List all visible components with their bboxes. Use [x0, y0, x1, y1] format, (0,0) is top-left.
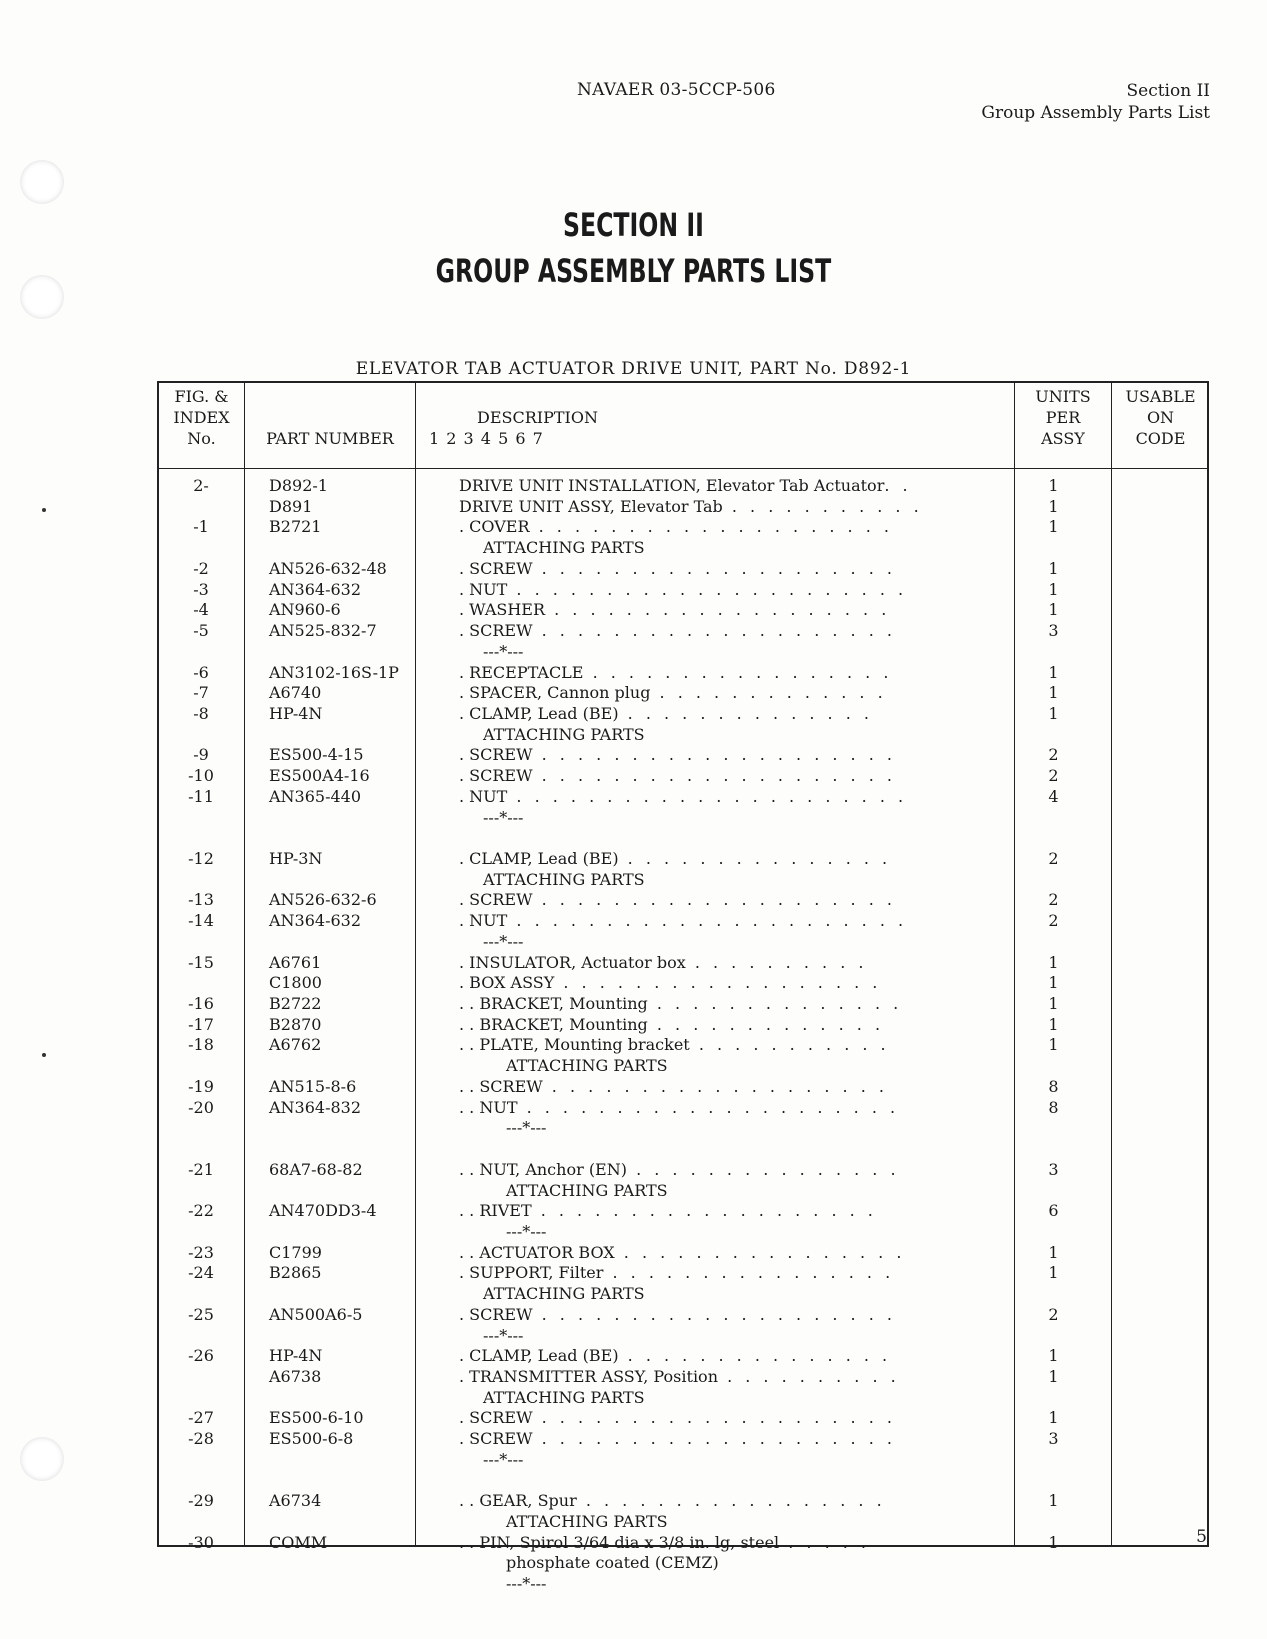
units-per-assy-cell: 2: [1048, 911, 1059, 931]
document-id: NAVAER 03-5CCP-506: [577, 80, 776, 100]
description-text: . SCREW: [459, 766, 533, 786]
description-text: . SCREW: [459, 1408, 533, 1428]
table-row: [159, 1055, 1207, 1076]
units-per-assy-cell: 1: [1048, 476, 1059, 495]
table-row: [159, 496, 1207, 517]
units-per-assy-cell: 1: [1048, 662, 1059, 682]
part-number-cell: D891: [269, 496, 313, 516]
units-per-assy-cell: 2: [1048, 745, 1059, 765]
units-per-assy-cell: 8: [1048, 1097, 1059, 1117]
index-cell: -15: [188, 952, 214, 972]
table-row: [159, 848, 1207, 869]
description-text: DRIVE UNIT ASSY, Elevator Tab: [459, 496, 723, 516]
header-description-label: DESCRIPTION: [477, 408, 598, 427]
table-row: [159, 1221, 1207, 1242]
description-text: . . PLATE, Mounting bracket: [459, 1035, 690, 1055]
index-cell: -21: [188, 1159, 214, 1179]
units-per-assy-cell: 3: [1048, 1159, 1059, 1179]
table-row: [159, 475, 1207, 496]
table-row: [159, 1097, 1207, 1118]
units-per-assy-cell: 8: [1048, 1076, 1059, 1096]
leader-dots: . . . . . . . . . . . . . . . . . . . . . .: [507, 786, 908, 806]
units-per-assy-cell: 1: [1048, 496, 1059, 516]
parts-table: [157, 381, 1209, 1594]
leader-dots: . . . . . . . . . . . . . . . . . . . .: [529, 517, 893, 537]
index-cell: -10: [188, 766, 214, 786]
table-row: [159, 1159, 1207, 1180]
header-part-number-label: PART NUMBER: [266, 429, 394, 448]
description-text: . CLAMP, Lead (BE): [459, 849, 619, 868]
index-cell: -27: [188, 1408, 214, 1428]
part-number-cell: AN364-632: [269, 579, 362, 599]
description-text: . . RIVET: [459, 1201, 532, 1221]
binder-mark: [42, 508, 46, 512]
leader-dots: . . . . . . . . . . . . . . . . . . . . . .: [507, 911, 908, 931]
binder-hole: [20, 275, 64, 319]
section-label: Section II: [1126, 81, 1210, 101]
units-per-assy-cell: 1: [1048, 1367, 1059, 1386]
header-index-line: FIG. &: [174, 387, 229, 406]
index-cell: -29: [188, 1491, 214, 1511]
index-cell: -6: [193, 662, 209, 682]
units-per-assy-cell: 1: [1048, 1346, 1059, 1366]
part-number-cell: AN470DD3-4: [269, 1201, 377, 1221]
part-number-cell: A6740: [269, 683, 322, 703]
table-row: [159, 537, 1207, 558]
description-text: . SCREW: [459, 745, 533, 765]
description-cell: [459, 1221, 1212, 1242]
table-row: [159, 765, 1207, 786]
description-text: . COVER: [459, 517, 530, 537]
units-per-assy-cell: 1: [1048, 683, 1059, 703]
leader-dots: . . . . . . . . . . .: [689, 1035, 890, 1055]
part-number-cell: COMM: [269, 1532, 328, 1552]
part-number-cell: HP-4N: [269, 703, 323, 723]
description-text: . SCREW: [459, 1429, 533, 1449]
leader-dots: . . . . .: [779, 1532, 871, 1552]
description-text: . NUT: [459, 786, 508, 806]
header-usable-line: ON: [1146, 408, 1175, 427]
header-units: [1015, 386, 1111, 449]
units-per-assy-cell: 1: [1048, 517, 1059, 537]
description-text: . . BRACKET, Mounting: [459, 1014, 648, 1034]
table-row: [159, 1242, 1207, 1263]
table-row: [159, 952, 1207, 973]
description-text: . . ACTUATOR BOX: [459, 1242, 615, 1262]
part-number-cell: C1800: [269, 973, 322, 993]
description-text: ATTACHING PARTS: [483, 1284, 645, 1304]
description-text: . SCREW: [459, 558, 533, 578]
units-per-assy-cell: 1: [1048, 558, 1059, 578]
part-number-cell: ES500-6-8: [269, 1429, 354, 1449]
index-cell: -11: [188, 786, 214, 806]
units-per-assy-cell: 2: [1048, 1304, 1059, 1324]
description-text: . BOX ASSY: [459, 973, 555, 993]
leader-dots: . . . . . . . . . . . . . . . . . . . .: [532, 558, 896, 578]
header-index-line: No.: [187, 429, 216, 448]
header-units-line: ASSY: [1041, 429, 1085, 448]
description-text: . . NUT: [459, 1097, 518, 1117]
table-row: [159, 599, 1207, 620]
leader-dots: . . . . . . . . . . . . . . .: [618, 1346, 892, 1366]
description-text: ---*---: [483, 1325, 524, 1345]
units-per-assy-cell: 1: [1048, 973, 1059, 993]
units-per-assy-cell: 1: [1048, 1263, 1059, 1283]
header-indent-levels: 1 2 3 4 5 6 7: [429, 429, 544, 448]
header-usable-on: [1112, 386, 1209, 449]
part-number-cell: ES500-4-15: [269, 745, 364, 765]
index-cell: -30: [188, 1532, 214, 1552]
index-cell: -1: [193, 517, 209, 537]
leader-dots: . . . . . . . . . . . . . . . .: [603, 1263, 895, 1283]
leader-dots: . . . . . . . . . . . . . . . . . . . .: [532, 621, 896, 640]
units-per-assy-cell: 1: [1048, 1408, 1059, 1428]
index-cell: -5: [193, 621, 209, 640]
table-row: [159, 869, 1207, 890]
units-per-assy-cell: 1: [1048, 1035, 1059, 1055]
leader-dots: . . . . . . . . . . . . . . . . .: [576, 1491, 886, 1511]
header-units-line: UNITS: [1035, 387, 1091, 406]
header-units-line: PER: [1045, 408, 1081, 427]
index-cell: -22: [188, 1201, 214, 1221]
part-number-cell: AN3102-16S-1P: [269, 662, 399, 682]
description-cell: [459, 1117, 1212, 1138]
table-row: [159, 1325, 1207, 1346]
index-cell: -8: [193, 703, 209, 723]
title-line-1: SECTION II: [562, 206, 704, 244]
leader-dots: . . . . . . . . . . . . .: [647, 1014, 885, 1034]
description-cell: [459, 724, 1189, 745]
table-row: [159, 1387, 1207, 1408]
description-cell: [459, 1325, 1189, 1346]
part-number-cell: C1799: [269, 1242, 322, 1262]
description-text: . WASHER: [459, 600, 546, 620]
description-text: ATTACHING PARTS: [483, 869, 645, 889]
leader-dots: . . . . . . . . . . . . . . . .: [614, 1242, 906, 1262]
part-number-cell: B2721: [269, 517, 322, 537]
table-row: [159, 1262, 1207, 1283]
description-cell: [459, 1283, 1189, 1304]
table-row: [159, 910, 1207, 931]
index-cell: -13: [188, 890, 214, 910]
binder-mark: [42, 1053, 46, 1057]
table-row: [159, 1117, 1207, 1138]
description-cell: [459, 1055, 1212, 1076]
units-per-assy-cell: 1: [1048, 1014, 1059, 1034]
part-number-cell: AN515-8-6: [269, 1076, 357, 1096]
units-per-assy-cell: 1: [1048, 994, 1059, 1013]
running-header: [981, 80, 1210, 124]
units-per-assy-cell: 6: [1048, 1201, 1059, 1221]
part-number-cell: ES500A4-16: [269, 766, 370, 786]
leader-dots: . . . . . . . . . . . . . .: [647, 994, 903, 1013]
leader-dots: . . . . . . . . . . . . . . . . . . .: [545, 600, 891, 620]
units-per-assy-cell: 1: [1048, 703, 1059, 723]
table-row: [159, 682, 1207, 703]
leader-dots: . . . . . . . . . . . . . .: [618, 703, 873, 723]
page-number: 5: [1196, 1527, 1207, 1547]
part-number-cell: AN525-832-7: [269, 621, 377, 640]
table-row: [159, 1180, 1207, 1201]
index-cell: -20: [188, 1097, 214, 1117]
description-text: ---*---: [506, 1574, 547, 1594]
part-number-cell: A6738: [269, 1367, 322, 1386]
table-row: [159, 1490, 1207, 1511]
description-cell: [459, 1573, 1212, 1594]
index-cell: -26: [188, 1346, 214, 1366]
index-cell: -2: [193, 558, 209, 578]
units-per-assy-cell: 2: [1048, 849, 1059, 868]
part-number-cell: 68A7-68-82: [269, 1159, 363, 1179]
leader-dots: . . . . . . . . . . . . . . . . . . . .: [532, 1429, 896, 1449]
leader-dots: . . . . . . . . . . . . .: [650, 683, 887, 703]
table-row: [159, 1552, 1207, 1573]
description-text: . INSULATOR, Actuator box: [459, 952, 686, 972]
description-text: . NUT: [459, 579, 508, 599]
table-row: [159, 1283, 1207, 1304]
units-per-assy-cell: 3: [1048, 1429, 1059, 1449]
description-cell: [459, 1180, 1212, 1201]
index-cell: -3: [193, 579, 209, 599]
table-row: [159, 703, 1207, 724]
table-row: [159, 1532, 1207, 1553]
description-cell: [459, 1449, 1189, 1470]
index-cell: -12: [188, 849, 214, 868]
description-text: . CLAMP, Lead (BE): [459, 703, 619, 723]
leader-dots: . . . . . . . . . . . . . . . . . . . .: [532, 766, 896, 786]
description-cell: [459, 641, 1189, 662]
index-cell: -16: [188, 994, 214, 1013]
part-number-cell: A6762: [269, 1035, 322, 1055]
description-text: ---*---: [483, 1449, 524, 1469]
table-row: [159, 1511, 1207, 1532]
description-text: ---*---: [483, 807, 524, 827]
index-cell: -19: [188, 1076, 214, 1096]
table-row: [159, 807, 1207, 828]
description-text: ---*---: [483, 931, 524, 951]
index-cell: -25: [188, 1304, 214, 1324]
description-text: . SPACER, Cannon plug: [459, 683, 651, 703]
description-text: ---*---: [483, 641, 524, 661]
description-text: . CLAMP, Lead (BE): [459, 1346, 619, 1366]
units-per-assy-cell: 1: [1048, 1242, 1059, 1262]
description-text: DRIVE UNIT INSTALLATION, Elevator Tab Actuator: [459, 476, 885, 495]
units-per-assy-cell: 1: [1048, 600, 1059, 620]
description-text: ---*---: [506, 1221, 547, 1241]
table-row: [159, 1573, 1207, 1594]
index-cell: 2-: [193, 476, 209, 495]
table-row: [159, 1366, 1207, 1387]
part-number-cell: AN364-832: [269, 1097, 362, 1117]
description-cell: [459, 1387, 1189, 1408]
table-row: [159, 724, 1207, 745]
table-row: [159, 662, 1207, 683]
units-per-assy-cell: 2: [1048, 766, 1059, 786]
index-cell: -28: [188, 1429, 214, 1449]
description-text: . . BRACKET, Mounting: [459, 994, 648, 1013]
leader-dots: . . . . . . . . . .: [718, 1367, 900, 1386]
table-row: [159, 931, 1207, 952]
table-title: ELEVATOR TAB ACTUATOR DRIVE UNIT, PART No. D892-1: [355, 359, 912, 379]
description-text: . NUT: [459, 911, 508, 931]
units-per-assy-cell: 4: [1048, 786, 1059, 806]
leader-dots: . . . . . . . . . . . . . . .: [626, 1159, 900, 1179]
table-row: [159, 1076, 1207, 1097]
description-text: . TRANSMITTER ASSY, Position: [459, 1367, 718, 1386]
leader-dots: . . . . . . . . . . . . . . . . . . .: [542, 1076, 888, 1096]
description-text: ATTACHING PARTS: [483, 538, 645, 558]
part-number-cell: AN364-632: [269, 911, 362, 931]
table-row: [159, 1428, 1207, 1449]
header-index: [159, 386, 244, 449]
description-text: . . GEAR, Spur: [459, 1491, 577, 1511]
part-number-cell: AN526-632-6: [269, 890, 377, 910]
description-cell: [459, 807, 1189, 828]
header-description: [429, 407, 598, 449]
description-text: ATTACHING PARTS: [483, 1387, 645, 1407]
description-cell: [459, 931, 1189, 952]
table-row: [159, 972, 1207, 993]
index-cell: -4: [193, 600, 209, 620]
header-usable-line: CODE: [1135, 429, 1186, 448]
leader-dots: . .: [884, 476, 912, 495]
table-row: [159, 786, 1207, 807]
description-text: . SUPPORT, Filter: [459, 1263, 604, 1283]
part-number-cell: B2865: [269, 1263, 322, 1283]
units-per-assy-cell: 1: [1048, 1532, 1059, 1552]
table-row: [159, 1014, 1207, 1035]
description-text: . SCREW: [459, 1304, 533, 1324]
part-number-cell: B2722: [269, 994, 322, 1013]
part-number-cell: A6761: [269, 952, 322, 972]
leader-dots: . . . . . . . . . . . . . . . . . .: [554, 973, 882, 993]
binder-hole: [20, 1437, 64, 1481]
description-text: ATTACHING PARTS: [506, 1512, 668, 1531]
units-per-assy-cell: 1: [1048, 579, 1059, 599]
leader-dots: . . . . . . . . . . . . . . . . . . . . . .: [507, 579, 908, 599]
index-cell: -23: [188, 1242, 214, 1262]
description-text: . SCREW: [459, 621, 533, 640]
index-cell: -18: [188, 1035, 214, 1055]
description-text: . SCREW: [459, 890, 533, 910]
section-subtitle: Group Assembly Parts List: [981, 103, 1210, 123]
description-text: . . SCREW: [459, 1076, 543, 1096]
units-per-assy-cell: 1: [1048, 952, 1059, 972]
leader-dots: . . . . . . . . . . . . . . . . .: [583, 662, 893, 682]
units-per-assy-cell: 3: [1048, 621, 1059, 640]
header-usable-line: USABLE: [1125, 387, 1196, 406]
part-number-cell: HP-3N: [269, 849, 323, 868]
leader-dots: . . . . . . . . . . . . . . . . . . . .: [532, 1408, 896, 1428]
description-text: ATTACHING PARTS: [506, 1056, 668, 1076]
table-row: [159, 558, 1207, 579]
leader-dots: . . . . . . . . . .: [685, 952, 868, 972]
description-cell: [459, 1552, 1212, 1573]
part-number-cell: B2870: [269, 1014, 322, 1034]
description-text: . . NUT, Anchor (EN): [459, 1159, 627, 1179]
header-part-number: [245, 428, 415, 449]
description-text: ---*---: [506, 1118, 547, 1138]
description-text: ATTACHING PARTS: [506, 1180, 668, 1200]
part-number-cell: A6734: [269, 1491, 322, 1511]
index-cell: -14: [188, 911, 214, 931]
part-number-cell: AN365-440: [269, 786, 362, 806]
table-row: [159, 641, 1207, 662]
table-row: [159, 1034, 1207, 1055]
table-row: [159, 889, 1207, 910]
leader-dots: . . . . . . . . . . .: [722, 496, 923, 516]
part-number-cell: AN960-6: [269, 600, 341, 620]
table-row: [159, 1304, 1207, 1325]
table-row: [159, 620, 1207, 641]
index-cell: -9: [193, 745, 209, 765]
header-divider: [159, 468, 1207, 469]
part-number-cell: AN500A6-5: [269, 1304, 363, 1324]
leader-dots: . . . . . . . . . . . . . . . . . . . .: [532, 1304, 896, 1324]
description-text: ATTACHING PARTS: [483, 724, 645, 744]
index-cell: -7: [193, 683, 209, 703]
part-number-cell: ES500-6-10: [269, 1408, 364, 1428]
units-per-assy-cell: 2: [1048, 890, 1059, 910]
index-cell: -17: [188, 1014, 214, 1034]
leader-dots: . . . . . . . . . . . . . . .: [618, 849, 892, 868]
table-row: [159, 1449, 1207, 1470]
part-number-cell: D892-1: [269, 476, 328, 495]
table-row: [159, 1407, 1207, 1428]
leader-dots: . . . . . . . . . . . . . . . . . . . .: [532, 890, 896, 910]
description-cell: [459, 537, 1189, 558]
leader-dots: . . . . . . . . . . . . . . . . . . .: [531, 1201, 877, 1221]
description-cell: [459, 869, 1189, 890]
part-number-cell: AN526-632-48: [269, 558, 387, 578]
table-row: [159, 516, 1207, 537]
page-title: [114, 202, 1153, 294]
part-number-cell: HP-4N: [269, 1346, 323, 1366]
description-text: . RECEPTACLE: [459, 662, 584, 682]
units-per-assy-cell: 1: [1048, 1491, 1059, 1511]
index-cell: -24: [188, 1263, 214, 1283]
description-text: . . PIN, Spirol 3/64 dia x 3/8 in. lg, steel: [459, 1532, 780, 1552]
description-text: phosphate coated (CEMZ): [506, 1553, 719, 1573]
table-row: [159, 579, 1207, 600]
title-line-2: GROUP ASSEMBLY PARTS LIST: [435, 252, 832, 290]
description-cell: [459, 1511, 1212, 1532]
leader-dots: . . . . . . . . . . . . . . . . . . . . .: [517, 1097, 900, 1117]
table-row: [159, 1345, 1207, 1366]
table-row: [159, 993, 1207, 1014]
header-index-line: INDEX: [173, 408, 230, 427]
leader-dots: . . . . . . . . . . . . . . . . . . . .: [532, 745, 896, 765]
table-row: [159, 1200, 1207, 1221]
binder-hole: [20, 160, 64, 204]
table-row: [159, 744, 1207, 765]
